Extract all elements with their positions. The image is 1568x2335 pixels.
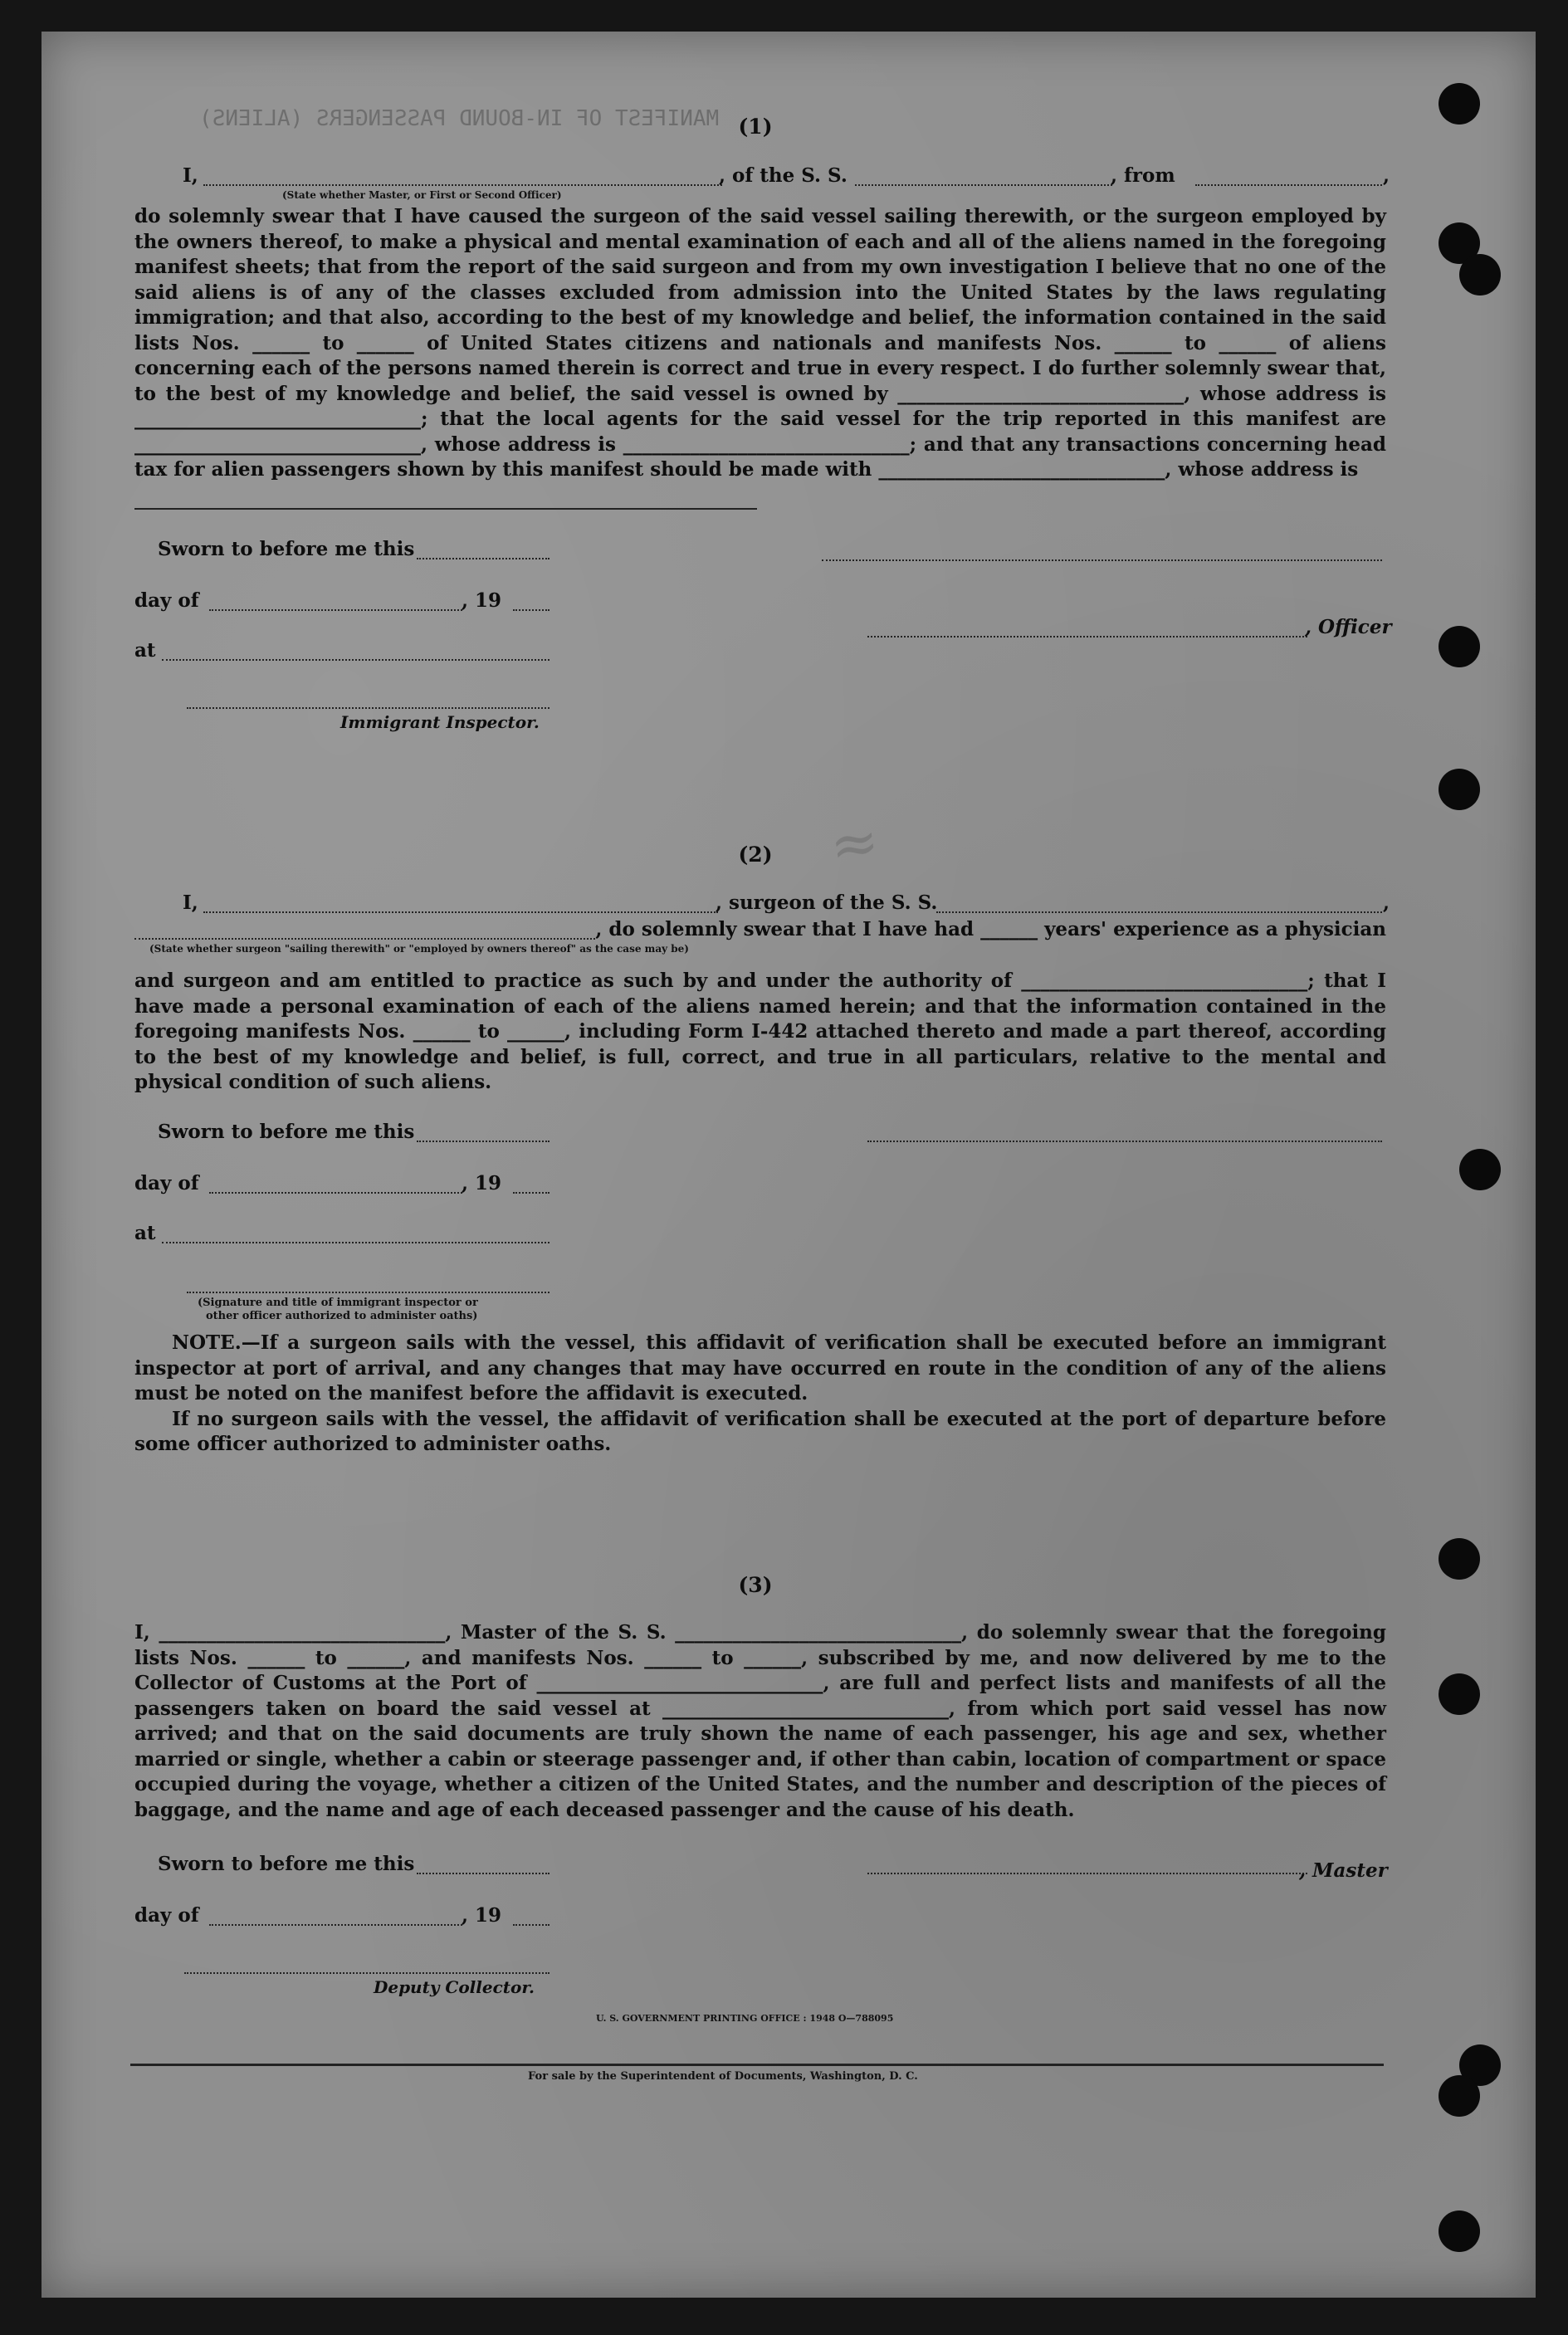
footer-rule (130, 2064, 1384, 2066)
note-surgeon-sails: NOTE.—If a surgeon sails with the vessel, this affidavit of verification shall be executed before an immigrant inspector at port of arrival, and any changes that may have occurred en route in the condition of any of the aliens must be noted on the manifest before the affidavit is executed. (134, 1331, 1386, 1404)
section-1-i: I, (183, 164, 198, 187)
line-end-comma: , (1383, 164, 1390, 187)
binder-hole (1459, 1149, 1501, 1190)
at-label-2: at (134, 1222, 156, 1244)
surgeon-hint: (State whether surgeon "sailing therewith" or "employed by owners thereof" as the case may be) (149, 943, 689, 955)
immigrant-inspector-label: Immigrant Inspector. (340, 712, 540, 732)
sworn-day-field[interactable] (417, 558, 550, 559)
master-name-field[interactable] (203, 184, 722, 186)
day-of-field[interactable] (209, 609, 462, 611)
solemnly-swear-line: , do solemnly swear that I have had ______ years' experience as a physician (595, 918, 1386, 940)
binder-hole (1439, 1538, 1480, 1580)
ship-name-field[interactable] (855, 184, 1112, 186)
printing-office-imprint: U. S. GOVERNMENT PRINTING OFFICE : 1948 O—788095 (596, 2013, 894, 2024)
from-port-field[interactable] (1195, 184, 1382, 186)
master-signature-field[interactable] (867, 1873, 1307, 1874)
note-no-surgeon: If no surgeon sails with the vessel, the affidavit of verification shall be executed at the port of departure before some officer authorized to administer oaths. (134, 1407, 1386, 1455)
surgeon-ship-field[interactable] (936, 911, 1382, 913)
sworn-label-3: Sworn to before me this (158, 1853, 415, 1875)
bleed-through-text: MANIFEST OF IN-BOUND PASSENGERS (ALIENS) (199, 106, 720, 131)
surgeon-of-label: , surgeon of the S. S. (716, 892, 938, 914)
surgeon-name-field[interactable] (203, 911, 718, 913)
binder-hole (1439, 769, 1480, 810)
day-of-field-3[interactable] (209, 1924, 462, 1926)
day-of-label-3: day of (134, 1904, 199, 1927)
sworn-day-field-3[interactable] (417, 1873, 550, 1874)
section-2-i: I, (183, 892, 198, 914)
handwritten-stamp-ghost: ≈ (825, 806, 884, 881)
section-3-number: (3) (738, 1573, 773, 1597)
section-1-oath-text: do solemnly swear that I have caused the surgeon of the said vessel sailing therewith, or the surgeon employed by the owners thereof, to make a physical and mental examination of each and all of the aliens named in the foregoing manifest sheets; that from the report of the said surgeon and from my own investigation I believe that no one of the said aliens is of any of the classes excluded from admission into the United States by the laws regulating immigration; and that also, according to the best of my knowledge and belief, the information contained in the said lists Nos. ______ to ______ of United States citizens and nationals and manifests Nos. ______ to ______ of aliens concerning each of the persons named therein is correct and true in every respect. I do further solemnly swear that, to the best of my knowledge and belief, the said vessel is owned by ______________________________, whose address is ______________________________; that the local agents for the said vessel for the trip reported in this manifest are ______________________________, whose address is ______________________________; and that any transactions concerning head tax for alien passengers shown by this manifest should be made with ______________________________, whose address is (134, 205, 1386, 481)
inspector-signature-field-2[interactable] (187, 1292, 550, 1293)
day-of-field-2[interactable] (209, 1192, 462, 1194)
deputy-signature-field[interactable] (184, 1972, 550, 1974)
binder-hole (1439, 626, 1480, 667)
section-2-oath-text: and surgeon and am entitled to practice as such by and under the authority of ______________________________; that I have made a personal examination of each of the aliens named herein; and that the information contained in the foregoing manifests Nos. ______ to ______, including Form I-442 attached thereto and made a part thereof, according to the best of my knowledge and belief, is full, correct, and true in all particulars, relative to the mental and physical condition of such aliens. (134, 970, 1386, 1093)
address-continuation-line[interactable] (134, 508, 757, 510)
binder-hole (1439, 2075, 1480, 2117)
sworn-day-field-2[interactable] (417, 1141, 550, 1142)
deputy-collector-label: Deputy Collector. (374, 1977, 535, 1997)
section-2-line-end: , (1383, 892, 1390, 914)
year-label-2: , 19 (462, 1172, 502, 1194)
day-of-label-2: day of (134, 1172, 199, 1194)
sworn-label: Sworn to before me this (158, 538, 415, 560)
at-field-2[interactable] (162, 1242, 550, 1243)
at-label: at (134, 639, 156, 662)
of-the-ss-label: , of the S. S. (719, 164, 848, 187)
day-of-label: day of (134, 589, 199, 612)
from-label: , from (1111, 164, 1175, 187)
at-field[interactable] (162, 659, 550, 661)
section-2-number: (2) (738, 843, 773, 867)
inspector-signature-field[interactable] (187, 707, 550, 709)
binder-hole (1459, 254, 1501, 296)
master-label: , Master (1299, 1859, 1388, 1882)
surgeon-type-field[interactable] (134, 938, 595, 940)
year-field-3[interactable] (513, 1924, 550, 1926)
for-sale-notice: For sale by the Superintendent of Documents, Washington, D. C. (528, 2070, 918, 2083)
officer-line-1[interactable] (822, 559, 1382, 561)
binder-hole (1439, 2210, 1480, 2252)
year-field[interactable] (513, 609, 550, 611)
year-field-2[interactable] (513, 1192, 550, 1194)
officer-signature-field[interactable] (867, 636, 1307, 637)
signature-hint-line-2: other officer authorized to administer oaths) (206, 1310, 478, 1322)
section-3-oath-text: I, ______________________________, Master of the S. S. ______________________________, do solemnly swear that the foregoing lists Nos. ______ to ______, and manifests Nos. ______ to ______, subscribed by me, and now delivered by me to the Collector of Customs at the Port of ______________________________, are full and perfect lists and manifests of all the passengers taken on board the said vessel at ______________________________, from which port said vessel has now arrived; and that on the said documents are truly shown the name of each passenger, his age and sex, whether married or single, whether a cabin or steerage passenger and, if other than cabin, location of compartment or space occupied during the voyage, whether a citizen of the United States, and the number and description of the pieces of baggage, and the name and age of each deceased passenger and the cause of his death. (134, 1621, 1386, 1821)
officer-label: , Officer (1305, 616, 1392, 638)
section-1-number: (1) (738, 115, 773, 139)
officer-hint: (State whether Master, or First or Second Officer) (282, 189, 562, 201)
year-label: , 19 (462, 589, 502, 612)
year-label-3: , 19 (462, 1904, 502, 1927)
binder-hole (1439, 1673, 1480, 1715)
surgeon-signature-field[interactable] (867, 1141, 1382, 1142)
binder-hole (1439, 83, 1480, 125)
signature-hint-line-1: (Signature and title of immigrant inspector or (198, 1297, 478, 1309)
sworn-label-2: Sworn to before me this (158, 1121, 415, 1143)
